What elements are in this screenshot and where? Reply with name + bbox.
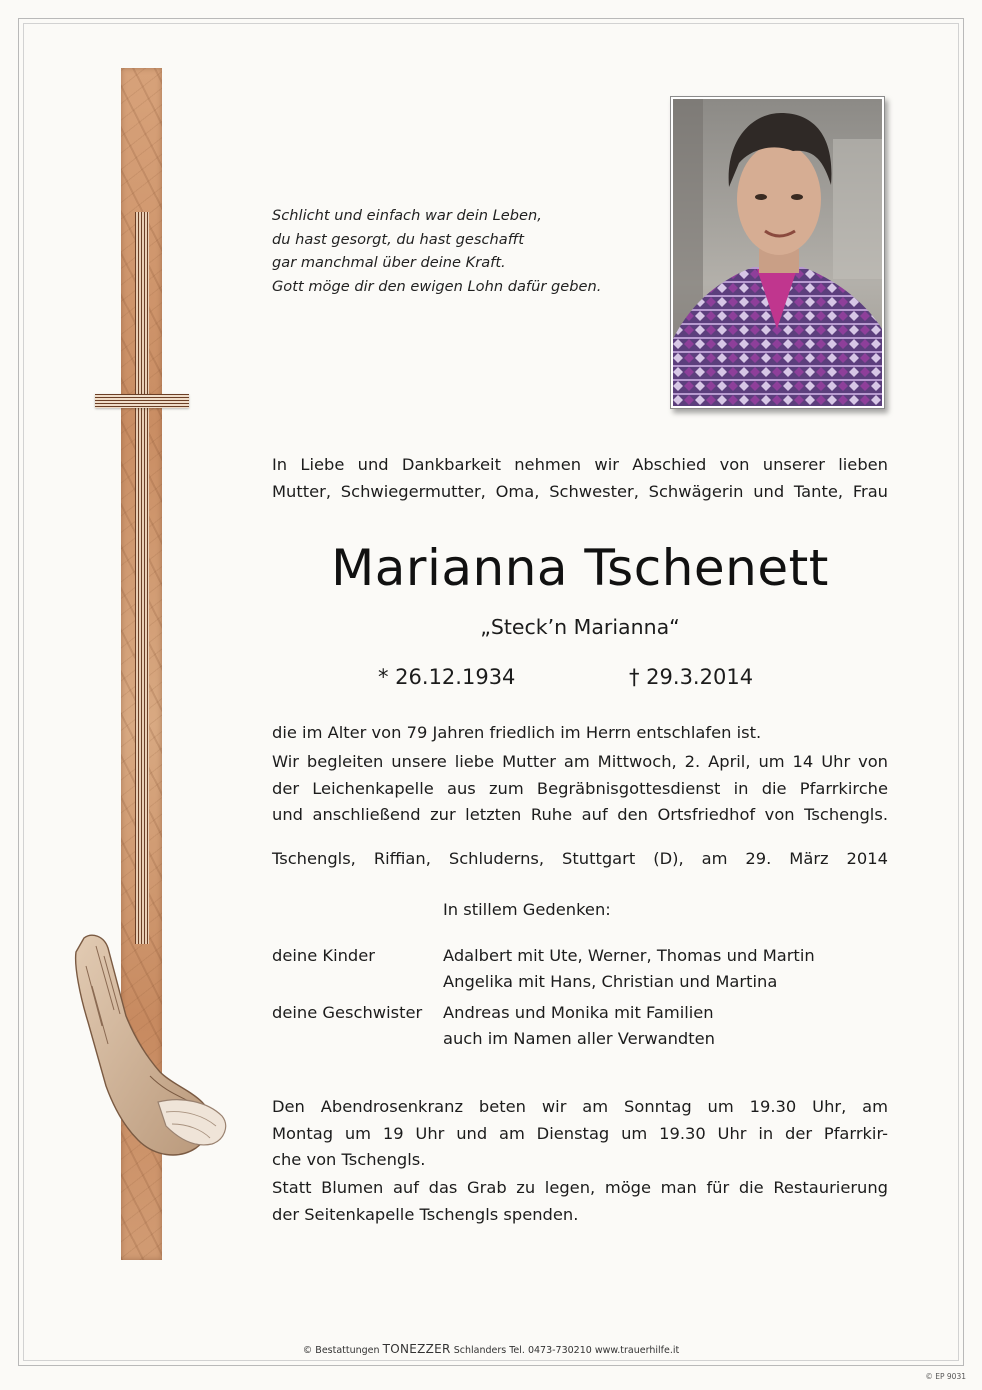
intro-line: Mutter, Schwiegermutter, Oma, Schwester, Schwägerin und Tante, Frau (272, 481, 888, 501)
intro-line: In Liebe und Dankbarkeit nehmen wir Abschied von unserer lieben (272, 455, 888, 474)
poem-line: Schlicht und einfach war dein Leben, (272, 207, 542, 224)
place-date (272, 846, 888, 873)
remembrance-text: In stillem Gedenken: (443, 900, 611, 919)
place-date-text: Tschengls, Riffian, Schluderns, Stuttgart (D), am 29. März 2014 (272, 849, 888, 868)
funeral-line: und anschließend zur letzten Ruhe auf den Ortsfriedhof von Tschengls. (272, 805, 888, 824)
funeral-line: Wir begleiten unsere liebe Mutter am Mittwoch, 2. April, um 14 Uhr von (272, 752, 888, 771)
portrait-image (673, 99, 882, 406)
donation-text (272, 1175, 888, 1228)
death-date: † 29.3.2014 (629, 665, 754, 689)
deceased-nickname: „Steck’n Marianna“ (480, 615, 680, 639)
age-text: die im Alter von 79 Jahren friedlich im Herrn entschlafen ist. (272, 723, 762, 742)
mourner-label: deine Kinder (272, 946, 375, 965)
funeral-line: der Leichenkapelle aus zum Begräbnisgottesdienst in die Pfarrkirche (272, 778, 888, 798)
footer-brand: TONEZZER (382, 1342, 451, 1356)
donation-line: der Seitenkapelle Tschengls spenden. (272, 1204, 579, 1224)
remembrance-heading (443, 897, 743, 924)
mourner-label: deine Geschwister (272, 1003, 423, 1022)
praying-hands-icon (62, 926, 232, 1166)
rosary-line: che von Tschengls. (272, 1150, 426, 1169)
deceased-name: Marianna Tschenett (331, 539, 829, 597)
footer-contact: Schlanders Tel. 0473-730210 www.trauerhilfe.it (453, 1345, 680, 1356)
portrait-photo (670, 96, 885, 409)
age-line (272, 720, 888, 747)
footer (0, 1342, 982, 1356)
donation-line: Statt Blumen auf das Grab zu legen, möge man für die Restaurierung (272, 1178, 888, 1197)
poem (272, 204, 652, 298)
cross-bar (95, 394, 189, 408)
poem-line: gar manchmal über deine Kraft. (272, 254, 506, 271)
mourner-names: auch im Namen aller Verwandten (443, 1029, 715, 1048)
mourner-names: Adalbert mit Ute, Werner, Thomas und Martin (443, 946, 815, 965)
mourner-names: Angelika mit Hans, Christian und Martina (443, 972, 778, 991)
cross-stripes (135, 212, 149, 944)
footer-prefix: © Bestattungen (302, 1345, 380, 1356)
rosary-line: Montag um 19 Uhr und am Dienstag um 19.30 Uhr in der Pfarrkir- (272, 1123, 888, 1143)
poem-line: du hast gesorgt, du hast geschafft (272, 230, 524, 248)
intro-text (272, 452, 888, 505)
print-code: © EP 9031 (925, 1372, 966, 1381)
rosary-line: Den Abendrosenkranz beten wir am Sonntag um 19.30 Uhr, am (272, 1097, 888, 1116)
poem-line: Gott möge dir den ewigen Lohn dafür geben. (272, 277, 602, 295)
mourner-names: Andreas und Monika mit Familien (443, 1003, 714, 1022)
rosary-text (272, 1094, 888, 1174)
funeral-text (272, 749, 888, 829)
birth-date: * 26.12.1934 (378, 665, 516, 689)
